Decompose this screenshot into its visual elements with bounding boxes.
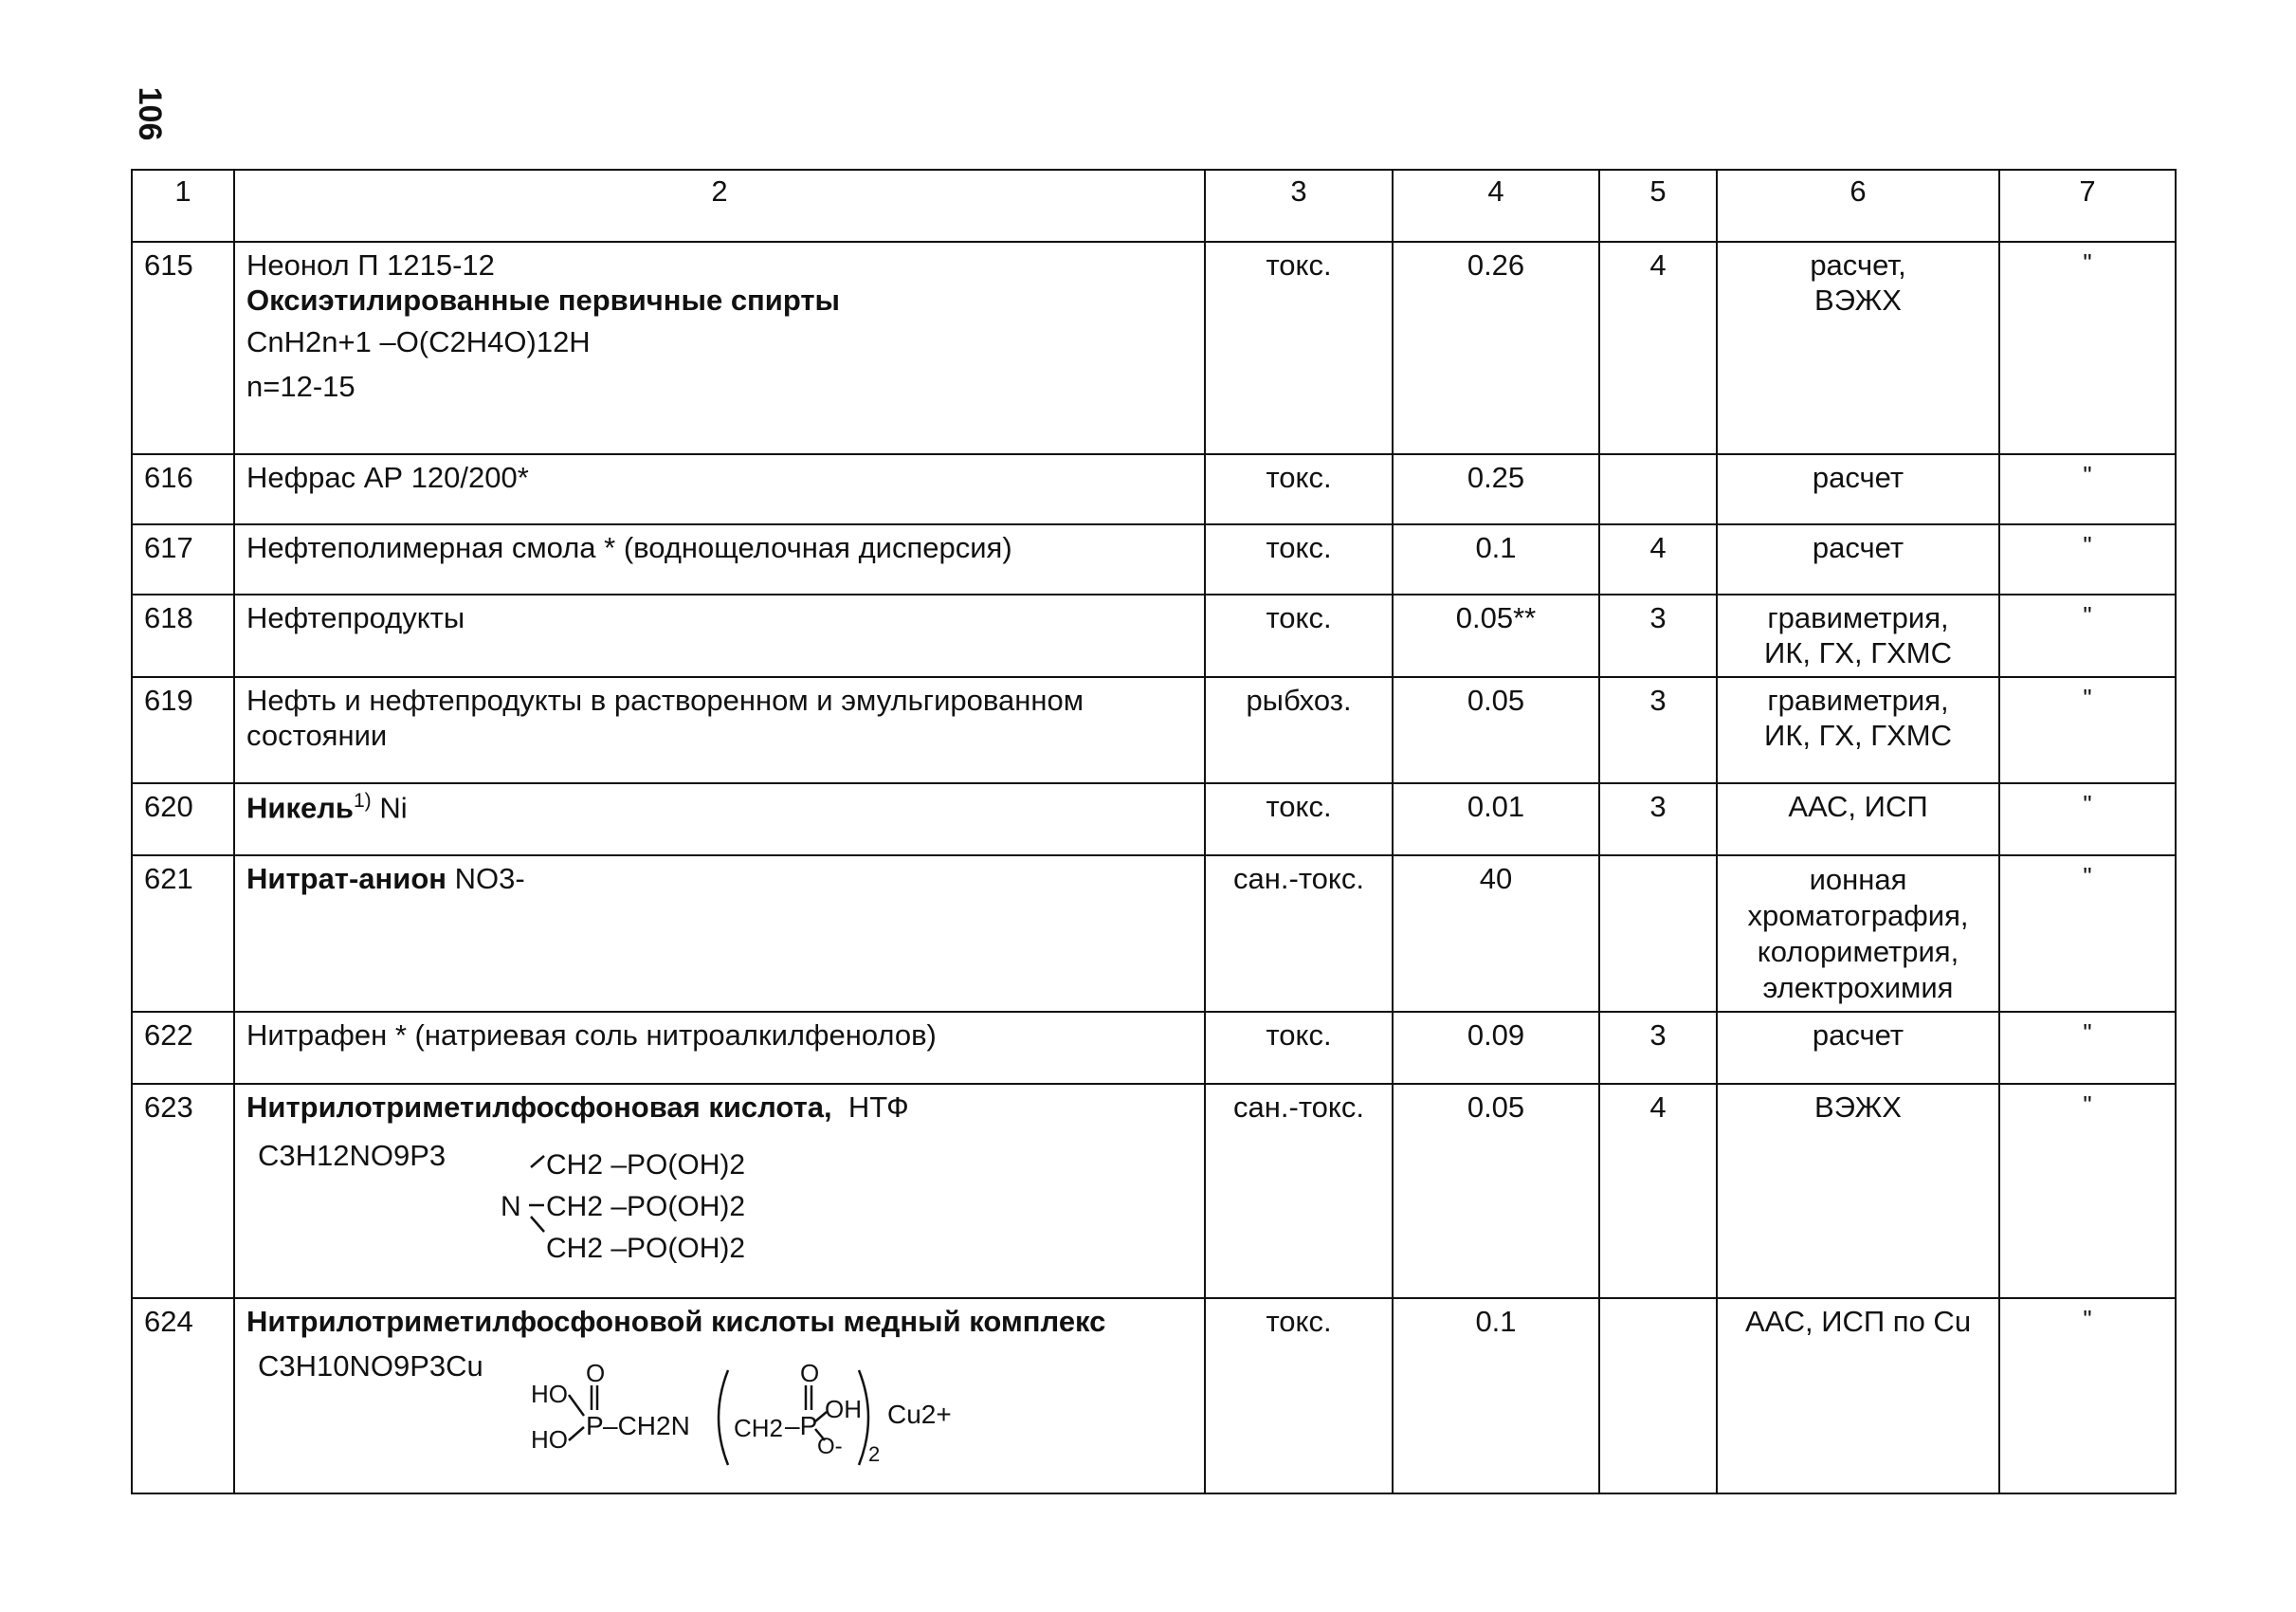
phosphorus-label: –P — [785, 1410, 818, 1440]
chain-label: –CH2N — [603, 1410, 690, 1440]
method-line: расчет, — [1810, 248, 1906, 282]
hazard-indicator: токс. — [1205, 1298, 1393, 1493]
header-cell: 5 — [1599, 170, 1717, 242]
hazard-indicator: токс. — [1205, 454, 1393, 524]
ditto-mark: " — [1999, 1298, 2176, 1493]
bond-line — [531, 1156, 544, 1167]
concentration-value: 0.25 — [1393, 454, 1599, 524]
concentration-value: 0.05** — [1393, 595, 1599, 677]
hazard-class — [1599, 1298, 1717, 1493]
method-line: гравиметрия, — [1767, 684, 1949, 718]
hydroxyl-label: HO — [531, 1424, 568, 1454]
table-row — [132, 1012, 2176, 1084]
concentration-value: 0.01 — [1393, 783, 1599, 855]
analysis-method: ААС, ИСП по Cu — [1717, 1298, 1999, 1493]
left-bracket — [719, 1370, 728, 1465]
row-number: 617 — [132, 524, 234, 595]
substance-name: Нефтепродукты — [234, 595, 1205, 677]
table-row — [132, 1298, 2176, 1493]
analysis-method — [1717, 595, 1999, 677]
hazard-indicator: токс. — [1205, 595, 1393, 677]
concentration-value: 0.1 — [1393, 524, 1599, 595]
hazard-class: 3 — [1599, 1012, 1717, 1084]
ditto-mark: " — [1999, 595, 2176, 677]
substance-name: Нефтеполимерная смола * (воднощелочная дисперсия) — [234, 524, 1205, 595]
chemical-formula: CnH2n+1 –O(C2H4O)12H — [246, 325, 591, 359]
analysis-method: расчет — [1717, 524, 1999, 595]
table-row — [132, 1084, 2176, 1298]
table-row — [132, 524, 2176, 595]
method-line: ВЭЖХ — [1814, 283, 1902, 317]
substance-abbreviation: НТФ — [831, 1090, 909, 1125]
analysis-method: ВЭЖХ — [1717, 1084, 1999, 1298]
hydroxyl-label: HO — [531, 1379, 568, 1408]
substance-name — [234, 855, 1205, 1012]
method-line: ИК, ГХ, ГХМС — [1764, 718, 1952, 752]
branch-label: CH2 –PO(OH)2 — [546, 1148, 746, 1181]
analysis-method — [1717, 677, 1999, 783]
oxygen-label: O — [586, 1358, 606, 1387]
header-cell: 1 — [132, 170, 234, 242]
bond-line — [569, 1395, 584, 1416]
bond-line — [569, 1427, 584, 1440]
analysis-method: ААС, ИСП — [1717, 783, 1999, 855]
formula-note: n=12-15 — [246, 369, 355, 403]
concentration-value: 40 — [1393, 855, 1599, 1012]
header-cell: 4 — [1393, 170, 1599, 242]
table-row — [132, 677, 2176, 783]
hazard-indicator: токс. — [1205, 242, 1393, 454]
concentration-value: 0.1 — [1393, 1298, 1599, 1493]
table-row — [132, 454, 2176, 524]
analysis-method: расчет — [1717, 1012, 1999, 1084]
chemical-formula: C3H12NO9P3 — [258, 1138, 446, 1172]
hazard-class: 3 — [1599, 677, 1717, 783]
row-number: 616 — [132, 454, 234, 524]
hazard-indicator: сан.-токс. — [1205, 855, 1393, 1012]
table-row — [132, 595, 2176, 677]
hazard-indicator: токс. — [1205, 524, 1393, 595]
substance-symbol: Ni — [371, 791, 408, 825]
footnote-mark: 1) — [353, 790, 372, 813]
hazard-class — [1599, 454, 1717, 524]
page-number: 106 — [132, 86, 168, 141]
oxygen-label: O — [800, 1358, 820, 1387]
substance-title: Никель — [246, 791, 354, 825]
substance-title: Нитрат-анион — [246, 862, 446, 896]
substance-name — [234, 242, 1205, 454]
substances-table — [131, 169, 2177, 1494]
method-line: ИК, ГХ, ГХМС — [1764, 635, 1952, 669]
structure-diagram — [531, 1342, 1119, 1475]
hazard-class: 3 — [1599, 783, 1717, 855]
concentration-value: 0.05 — [1393, 1084, 1599, 1298]
hazard-class: 4 — [1599, 1084, 1717, 1298]
copper-ion-label: Cu2+ — [887, 1399, 952, 1429]
method-line: колориметрия, — [1757, 934, 1959, 968]
substance-name — [234, 1084, 1205, 1298]
hazard-class: 4 — [1599, 242, 1717, 454]
chemical-formula: C3H10NO9P3Cu — [258, 1348, 483, 1383]
header-cell: 6 — [1717, 170, 1999, 242]
method-line: гравиметрия, — [1767, 601, 1949, 634]
table-row — [132, 783, 2176, 855]
header-cell: 7 — [1999, 170, 2176, 242]
subscript-label: 2 — [868, 1441, 881, 1466]
branch-label: CH2 –PO(OH)2 — [546, 1190, 746, 1222]
substance-name: Нитрафен * (натриевая соль нитроалкилфенолов) — [234, 1012, 1205, 1084]
ditto-mark: " — [1999, 783, 2176, 855]
nitrogen-label: N — [501, 1190, 521, 1222]
method-line: электрохимия — [1762, 970, 1954, 1004]
hazard-class: 3 — [1599, 595, 1717, 677]
header-cell: 3 — [1205, 170, 1393, 242]
ditto-mark: " — [1999, 524, 2176, 595]
substance-name — [234, 783, 1205, 855]
ditto-mark: " — [1999, 1012, 2176, 1084]
branch-label: CH2 –PO(OH)2 — [546, 1232, 746, 1264]
analysis-method: расчет — [1717, 454, 1999, 524]
substance-title: Оксиэтилированные первичные спирты — [246, 283, 841, 317]
hazard-indicator: токс. — [1205, 1012, 1393, 1084]
ditto-mark: " — [1999, 677, 2176, 783]
table-row — [132, 855, 2176, 1012]
bond-line — [531, 1217, 544, 1232]
hydroxyl-label: OH — [825, 1394, 862, 1423]
analysis-method — [1717, 855, 1999, 1012]
hazard-indicator: токс. — [1205, 783, 1393, 855]
row-number: 624 — [132, 1298, 234, 1493]
hazard-class — [1599, 855, 1717, 1012]
hazard-indicator: рыбхоз. — [1205, 677, 1393, 783]
ditto-mark: " — [1999, 855, 2176, 1012]
structure-block — [246, 1340, 1193, 1466]
structure-diagram — [483, 1129, 1014, 1272]
header-row — [132, 170, 2176, 242]
concentration-value: 0.05 — [1393, 677, 1599, 783]
substance-name: Нефрас АР 120/200* — [234, 454, 1205, 524]
phosphorus-label: P — [586, 1410, 604, 1440]
substance-title: Нитрилотриметилфосфоновая кислота, — [246, 1090, 832, 1125]
structure-block — [246, 1126, 1193, 1268]
row-number: 619 — [132, 677, 234, 783]
substance-name — [234, 1298, 1205, 1493]
row-number: 618 — [132, 595, 234, 677]
row-number: 620 — [132, 783, 234, 855]
substance-title: Нитрилотриметилфосфоновой кислоты медный комплекс — [246, 1305, 1106, 1339]
method-line: хроматография, — [1747, 898, 1969, 932]
chain-label: CH2 — [734, 1413, 784, 1442]
ditto-mark: " — [1999, 454, 2176, 524]
ditto-mark: " — [1999, 1084, 2176, 1298]
hazard-indicator: сан.-токс. — [1205, 1084, 1393, 1298]
method-line: ионная — [1809, 863, 1907, 897]
concentration-value: 0.26 — [1393, 242, 1599, 454]
hazard-class: 4 — [1599, 524, 1717, 595]
ditto-mark: " — [1999, 242, 2176, 454]
header-cell: 2 — [234, 170, 1205, 242]
row-number: 623 — [132, 1084, 234, 1298]
analysis-method — [1717, 242, 1999, 454]
concentration-value: 0.09 — [1393, 1012, 1599, 1084]
row-number: 622 — [132, 1012, 234, 1084]
row-number: 615 — [132, 242, 234, 454]
row-number: 621 — [132, 855, 234, 1012]
substance-trade-name: Неонол П 1215-12 — [246, 248, 495, 282]
substance-name: Нефть и нефтепродукты в растворенном и эмульгированном состоянии — [234, 677, 1205, 783]
oxide-label: O- — [817, 1433, 843, 1459]
substance-symbol: NO3- — [446, 862, 525, 896]
table-row — [132, 242, 2176, 454]
